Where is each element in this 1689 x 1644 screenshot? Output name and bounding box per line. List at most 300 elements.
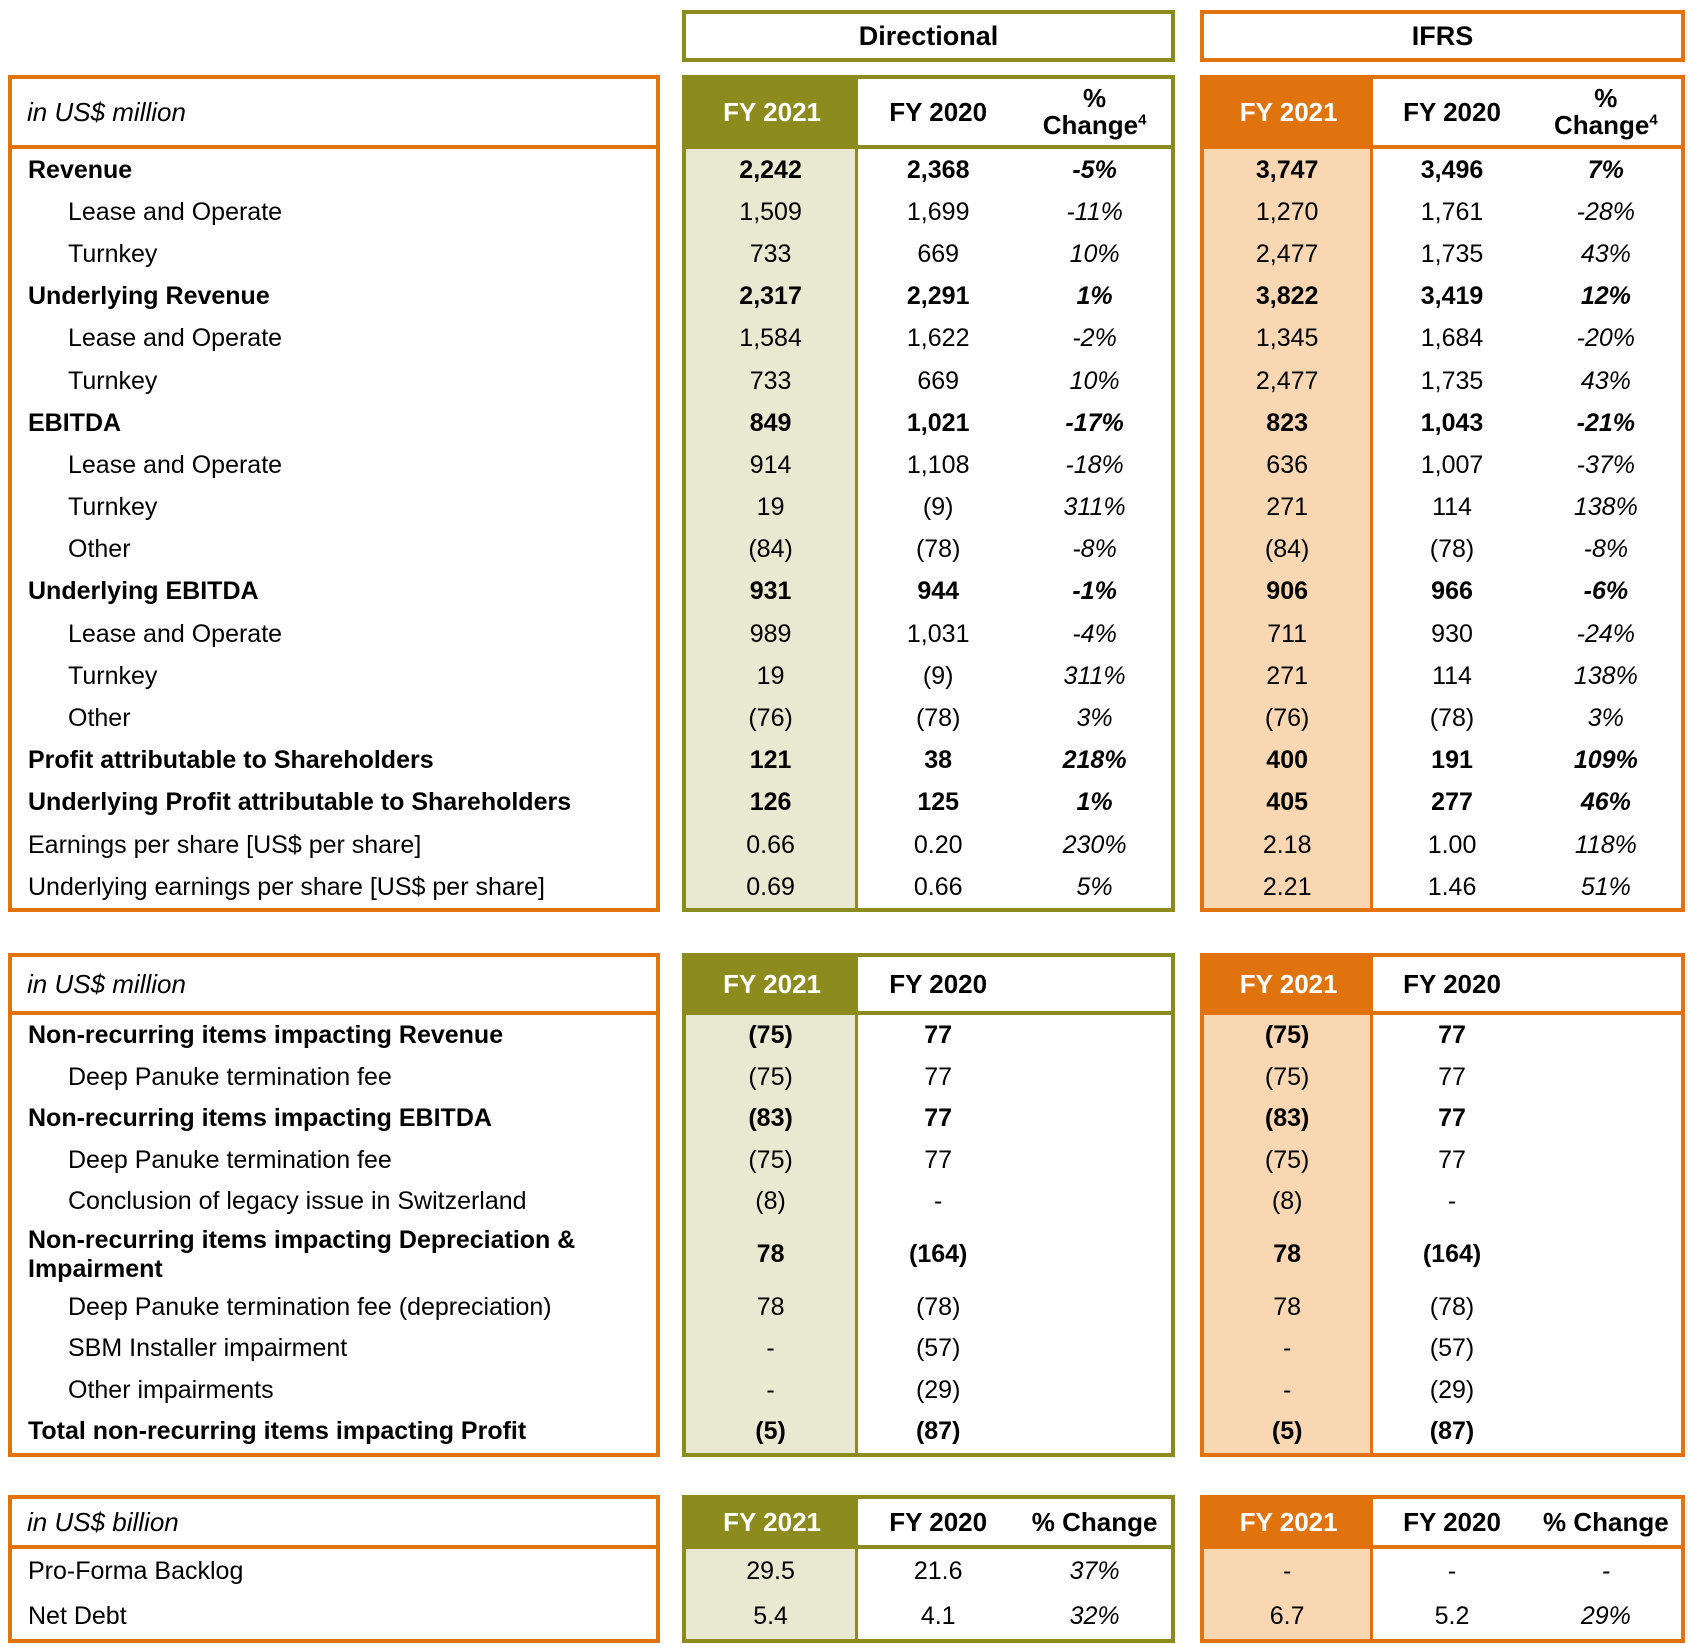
- fy2021-value: 914: [686, 444, 858, 486]
- row-label-text: Net Debt: [28, 1602, 127, 1630]
- pct-change-value: 5%: [1076, 872, 1113, 901]
- fy2021-value: 733: [686, 233, 858, 275]
- table-row-label: [12, 191, 656, 233]
- fy2021-value: (5): [1204, 1411, 1373, 1453]
- row-label-text: Turnkey: [68, 239, 158, 268]
- pct-change-value: 218%: [1062, 746, 1127, 775]
- fy2021-header: [1204, 957, 1373, 1011]
- fy2020-value: (78): [1429, 535, 1475, 564]
- pct-change-value: -17%: [1065, 408, 1124, 437]
- pct-change-value: [1018, 1098, 1171, 1140]
- fy2020-value: (78): [1429, 704, 1475, 733]
- pct-change-value: [1531, 1287, 1681, 1329]
- fy2021-value: 121: [686, 740, 858, 782]
- fy2021-value: 405: [1204, 782, 1373, 824]
- ifrs-data-block-table3: [1200, 1495, 1685, 1643]
- row-label-text: Non-recurring items impacting Depreciation & Impairment: [28, 1225, 576, 1283]
- fy2020-value: 669: [917, 239, 960, 268]
- fy2020-value: 3,496: [1420, 155, 1484, 184]
- fy2021-value: 711: [1204, 613, 1373, 655]
- pct-change-value: [1018, 1181, 1171, 1223]
- footnote-marker: 4: [1649, 111, 1658, 129]
- fy2021-value: 78: [686, 1223, 858, 1287]
- fy2021-header: [1204, 1499, 1373, 1545]
- fy2020-value: 77: [924, 1104, 953, 1133]
- row-label-text: Lease and Operate: [68, 324, 283, 353]
- fy2021-value: 271: [1204, 655, 1373, 697]
- table-data-row: [1204, 402, 1681, 444]
- fy2020-value: 1,622: [906, 324, 970, 353]
- fy2020-header: [1373, 957, 1530, 1011]
- fy2020-header: [858, 79, 1018, 145]
- pct-change-value: [1531, 1411, 1681, 1453]
- pct-change-value: -6%: [1583, 577, 1629, 606]
- fy2021-value: (75): [686, 1015, 858, 1057]
- fy2020-value: -: [1447, 1557, 1457, 1585]
- table-data-row: [686, 824, 1171, 866]
- fy2021-value: -: [1204, 1549, 1373, 1594]
- row-label-text: Non-recurring items impacting EBITDA: [28, 1104, 492, 1133]
- fy2021-value: -: [686, 1328, 858, 1370]
- fy2020-header-text: FY 2020: [889, 96, 988, 127]
- fy2021-value: 2.21: [1204, 866, 1373, 908]
- fy2021-value: 2,242: [686, 149, 858, 191]
- pct-change-value: 3%: [1587, 704, 1624, 733]
- fy2021-value: 0.66: [686, 824, 858, 866]
- table-row-label: [12, 1370, 656, 1412]
- fy2020-header-text: FY 2020: [889, 1506, 988, 1537]
- row-label-text: Underlying earnings per share [US$ per share]: [28, 872, 545, 901]
- table1-label-column: [8, 75, 660, 912]
- fy2021-header-text: FY 2021: [723, 96, 821, 127]
- table-data-row: [686, 1549, 1171, 1594]
- fy2020-value: 77: [924, 1021, 953, 1050]
- pct-change-header: [1531, 957, 1681, 1011]
- table-row-label: [12, 1287, 656, 1329]
- pct-change-value: [1018, 1140, 1171, 1182]
- fy2020-value: 125: [917, 788, 960, 817]
- fy2020-value: 77: [1438, 1145, 1466, 1174]
- fy2020-value: (87): [915, 1417, 961, 1446]
- pct-change-value: [1531, 1098, 1681, 1140]
- directional-group-header: [682, 10, 1175, 62]
- table-row-label: [12, 1594, 656, 1639]
- fy2021-value: -: [686, 1370, 858, 1412]
- table-data-row: [686, 233, 1171, 275]
- column-header-row: [1204, 79, 1681, 149]
- fy2021-value: 78: [1204, 1287, 1373, 1329]
- table2-label-column: [8, 953, 660, 1457]
- table-row-label: [12, 824, 656, 866]
- table-data-row: [686, 318, 1171, 360]
- table-data-row: [686, 1223, 1171, 1287]
- table-row-label: [12, 444, 656, 486]
- table-row-label: [12, 1411, 656, 1453]
- fy2020-header-text: FY 2020: [1403, 1506, 1501, 1537]
- column-header-row: [686, 957, 1171, 1015]
- fy2020-value: 1,031: [906, 619, 970, 648]
- fy2021-header-text: FY 2021: [723, 1506, 821, 1537]
- table-data-row: [1204, 1057, 1681, 1099]
- row-label-text: Total non-recurring items impacting Profit: [28, 1417, 527, 1446]
- fy2021-value: (75): [1204, 1057, 1373, 1099]
- fy2021-value: 6.7: [1204, 1594, 1373, 1639]
- table-data-row: [1204, 360, 1681, 402]
- row-label-text: SBM Installer impairment: [68, 1334, 348, 1363]
- table-data-row: [1204, 613, 1681, 655]
- fy2021-value: (76): [1204, 697, 1373, 739]
- fy2021-value: 1,270: [1204, 191, 1373, 233]
- fy2021-value: 5.4: [686, 1594, 858, 1639]
- ifrs-data-block-table1: [1200, 75, 1685, 912]
- table-row-label: [12, 318, 656, 360]
- pct-change-value: 10%: [1069, 239, 1120, 268]
- pct-change-word-line: Change$^4$: [1554, 110, 1658, 140]
- table-data-row: [686, 402, 1171, 444]
- fy2020-value: 669: [917, 366, 960, 395]
- table-row-label: [12, 487, 656, 529]
- pct-change-value: 118%: [1574, 830, 1637, 859]
- row-label-text: Deep Panuke termination fee: [68, 1062, 392, 1091]
- pct-change-value: 29%: [1580, 1602, 1631, 1630]
- row-label-text: Other impairments: [68, 1375, 274, 1404]
- fy2020-value: 114: [1432, 661, 1472, 690]
- fy2020-value: 191: [1431, 746, 1473, 775]
- unit-label: in US$ million: [27, 96, 186, 127]
- row-label-text: Non-recurring items impacting Revenue: [28, 1021, 504, 1050]
- row-label-text: Turnkey: [68, 661, 158, 690]
- fy2020-value: 1,761: [1420, 197, 1484, 226]
- row-label-text: Pro-Forma Backlog: [28, 1557, 244, 1585]
- table-data-row: [1204, 740, 1681, 782]
- table-row-label: [12, 1549, 656, 1594]
- pct-change-value: 3%: [1076, 704, 1113, 733]
- table-data-row: [686, 697, 1171, 739]
- fy2020-value: 38: [924, 746, 953, 775]
- fy2021-value: (8): [686, 1181, 858, 1223]
- fy2020-value: 930: [1431, 619, 1473, 648]
- fy2021-value: (75): [686, 1140, 858, 1182]
- fy2021-value: 989: [686, 613, 858, 655]
- fy2021-value: (84): [686, 529, 858, 571]
- fy2021-value: 1,509: [686, 191, 858, 233]
- pct-change-header: [1531, 1499, 1681, 1545]
- table-row-label: [12, 1098, 656, 1140]
- fy2020-value: 1,735: [1420, 239, 1484, 268]
- pct-change-value: 1%: [1076, 788, 1113, 817]
- fy2021-value: 2.18: [1204, 824, 1373, 866]
- fy2021-value: (83): [1204, 1098, 1373, 1140]
- fy2021-value: 2,317: [686, 276, 858, 318]
- table-row-label: [12, 782, 656, 824]
- pct-change-value: 138%: [1573, 661, 1638, 690]
- table-data-row: [686, 1594, 1171, 1639]
- ifrs-data-block-table2: [1200, 953, 1685, 1457]
- table-data-row: [1204, 318, 1681, 360]
- fy2021-value: 733: [686, 360, 858, 402]
- fy2020-value: (9): [922, 493, 954, 522]
- table-row-label: [12, 1223, 656, 1287]
- fy2021-value: (75): [686, 1057, 858, 1099]
- fy2020-header: [858, 957, 1018, 1011]
- fy2021-header: [1204, 79, 1373, 145]
- row-label-text: Profit attributable to Shareholders: [28, 746, 434, 775]
- fy2021-value: 3,822: [1204, 276, 1373, 318]
- fy2020-value: 1.46: [1427, 872, 1477, 901]
- fy2020-header: [1373, 1499, 1530, 1545]
- row-label-text: Revenue: [28, 155, 133, 184]
- fy2020-value: (78): [915, 535, 961, 564]
- pct-change-value: -8%: [1583, 535, 1629, 564]
- row-label-text: Deep Panuke termination fee (depreciation): [68, 1292, 552, 1321]
- fy2021-value: 906: [1204, 571, 1373, 613]
- directional-group-title: Directional: [858, 20, 999, 51]
- unit-label-row: [12, 1499, 656, 1549]
- pct-change-value: 37%: [1069, 1557, 1120, 1585]
- table-row-label: [12, 276, 656, 318]
- table-data-row: [1204, 1370, 1681, 1412]
- table-data-row: [686, 529, 1171, 571]
- fy2020-value: 1,684: [1420, 324, 1484, 353]
- pct-change-value: 51%: [1580, 872, 1631, 901]
- table-data-row: [686, 655, 1171, 697]
- fy2020-value: 21.6: [913, 1557, 963, 1585]
- table-data-row: [1204, 866, 1681, 908]
- fy2021-value: 3,747: [1204, 149, 1373, 191]
- table-data-row: [686, 1411, 1171, 1453]
- pct-sign-line: %: [1083, 82, 1107, 113]
- fy2021-value: 271: [1204, 487, 1373, 529]
- column-header-row: [686, 79, 1171, 149]
- unit-label-row: [12, 79, 656, 149]
- fy2021-value: 0.69: [686, 866, 858, 908]
- fy2021-header-text: FY 2021: [1239, 1506, 1338, 1537]
- table-data-row: [1204, 276, 1681, 318]
- fy2021-value: 1,345: [1204, 318, 1373, 360]
- table-data-row: [686, 1140, 1171, 1182]
- table-row-label: [12, 360, 656, 402]
- table-data-row: [686, 444, 1171, 486]
- fy2021-value: 19: [686, 487, 858, 529]
- fy2021-value: 1,584: [686, 318, 858, 360]
- table-data-row: [686, 360, 1171, 402]
- pct-change-value: 311%: [1063, 493, 1126, 522]
- table-data-row: [1204, 1328, 1681, 1370]
- table-data-row: [1204, 149, 1681, 191]
- fy2020-value: 3,419: [1420, 282, 1484, 311]
- pct-change-value: 43%: [1580, 239, 1631, 268]
- table-row-label: [12, 402, 656, 444]
- pct-change-value: [1531, 1015, 1681, 1057]
- pct-change-header-text: % Change: [1031, 1506, 1158, 1537]
- fy2020-value: (78): [915, 1292, 961, 1321]
- fy2020-value: 1.00: [1427, 830, 1477, 859]
- table-row-label: [12, 529, 656, 571]
- row-label-text: Underlying EBITDA: [28, 577, 259, 606]
- table-data-row: [1204, 782, 1681, 824]
- table-row-label: [12, 613, 656, 655]
- fy2020-value: 1,043: [1420, 408, 1484, 437]
- table-data-row: [1204, 655, 1681, 697]
- table-data-row: [1204, 824, 1681, 866]
- fy2020-value: 4.1: [920, 1602, 956, 1630]
- pct-change-value: 12%: [1580, 282, 1631, 311]
- row-label-text: Lease and Operate: [68, 450, 283, 479]
- fy2020-value: 1,735: [1420, 366, 1484, 395]
- pct-change-header: [1018, 79, 1171, 145]
- table-data-row: [686, 276, 1171, 318]
- pct-change-value: 311%: [1063, 661, 1126, 690]
- fy2021-value: 78: [686, 1287, 858, 1329]
- unit-label: in US$ million: [27, 968, 186, 999]
- pct-change-header-text: [1554, 82, 1658, 140]
- row-label-text: Lease and Operate: [68, 197, 283, 226]
- fy2020-value: (164): [909, 1240, 968, 1268]
- fy2020-value: (78): [1429, 1292, 1475, 1321]
- fy2020-value: 0.66: [913, 872, 963, 901]
- table-data-row: [686, 487, 1171, 529]
- table-data-row: [1204, 1549, 1681, 1594]
- fy2021-value: (75): [1204, 1015, 1373, 1057]
- table-data-row: [686, 1181, 1171, 1223]
- pct-change-value: 1%: [1076, 282, 1113, 311]
- pct-change-value: -20%: [1576, 324, 1636, 353]
- fy2021-value: 400: [1204, 740, 1373, 782]
- pct-sign-line: %: [1594, 82, 1618, 113]
- unit-label-row: [12, 957, 656, 1015]
- pct-change-value: -28%: [1576, 197, 1636, 226]
- pct-change-value: [1018, 1411, 1171, 1453]
- table-row-label: [12, 1181, 656, 1223]
- table-data-row: [1204, 487, 1681, 529]
- fy2020-value: (87): [1429, 1417, 1475, 1446]
- pct-change-header: [1018, 957, 1171, 1011]
- table-data-row: [1204, 697, 1681, 739]
- footnote-marker: 4: [1138, 111, 1147, 129]
- fy2020-value: (164): [1422, 1240, 1482, 1268]
- pct-change-value: -8%: [1072, 535, 1117, 564]
- pct-change-value: -18%: [1065, 450, 1124, 479]
- table-row-label: [12, 866, 656, 908]
- fy2021-value: 849: [686, 402, 858, 444]
- fy2020-value: -: [1447, 1187, 1457, 1216]
- table-data-row: [686, 782, 1171, 824]
- table-data-row: [1204, 1411, 1681, 1453]
- column-header-row: [686, 1499, 1171, 1549]
- fy2020-value: 77: [924, 1062, 953, 1091]
- pct-change-value: [1018, 1370, 1171, 1412]
- fy2021-value: 29.5: [686, 1549, 858, 1594]
- fy2020-value: 5.2: [1434, 1602, 1470, 1630]
- pct-change-value: [1018, 1057, 1171, 1099]
- row-label-text: Other: [68, 535, 131, 564]
- table-data-row: [1204, 1015, 1681, 1057]
- row-label-text: Conclusion of legacy issue in Switzerland: [68, 1187, 527, 1216]
- pct-change-value: -1%: [1072, 577, 1117, 606]
- table-row-label: [12, 1015, 656, 1057]
- pct-change-value: 43%: [1580, 366, 1631, 395]
- fy2021-header-text: FY 2021: [1239, 968, 1338, 999]
- table-data-row: [1204, 1140, 1681, 1182]
- pct-change-value: [1531, 1370, 1681, 1412]
- fy2020-value: 277: [1431, 788, 1473, 817]
- pct-change-value: 10%: [1069, 366, 1120, 395]
- fy2020-value: 1,021: [906, 408, 970, 437]
- pct-change-value: [1531, 1057, 1681, 1099]
- unit-label: in US$ billion: [27, 1506, 179, 1537]
- pct-change-header-text: [1042, 82, 1147, 140]
- fy2021-header-text: FY 2021: [723, 968, 821, 999]
- ifrs-group-header: [1200, 10, 1685, 62]
- row-label-text: EBITDA: [28, 408, 122, 437]
- table-data-row: [1204, 1287, 1681, 1329]
- table-data-row: [686, 1370, 1171, 1412]
- table-data-row: [686, 191, 1171, 233]
- table-data-row: [686, 571, 1171, 613]
- table-row-label: [12, 149, 656, 191]
- pct-change-value: -5%: [1072, 155, 1117, 184]
- table-data-row: [1204, 444, 1681, 486]
- fy2020-value: (29): [1429, 1375, 1475, 1404]
- fy2020-value: 966: [1431, 577, 1473, 606]
- fy2020-value: 77: [1438, 1062, 1466, 1091]
- row-label-text: Earnings per share [US$ per share]: [28, 830, 422, 859]
- table-row-label: [12, 1057, 656, 1099]
- pct-change-value: 109%: [1573, 746, 1638, 775]
- pct-change-value: [1018, 1287, 1171, 1329]
- fy2021-value: 636: [1204, 444, 1373, 486]
- row-label-text: Turnkey: [68, 366, 158, 395]
- table-row-label: [12, 697, 656, 739]
- fy2021-header: [686, 79, 858, 145]
- table-data-row: [1204, 529, 1681, 571]
- pct-change-value: 230%: [1062, 830, 1127, 859]
- pct-change-value: [1018, 1015, 1171, 1057]
- table-row-label: [12, 1140, 656, 1182]
- table-data-row: [1204, 571, 1681, 613]
- table-data-row: [686, 1328, 1171, 1370]
- table-row-label: [12, 571, 656, 613]
- table-row-label: [12, 655, 656, 697]
- fy2021-value: (5): [686, 1411, 858, 1453]
- pct-change-value: [1018, 1328, 1171, 1370]
- ifrs-group-title: IFRS: [1411, 20, 1474, 51]
- fy2020-value: 77: [1438, 1021, 1466, 1050]
- fy2020-value: (78): [915, 704, 961, 733]
- table-data-row: [686, 866, 1171, 908]
- fy2020-value: (57): [1429, 1334, 1475, 1363]
- row-label-text: Lease and Operate: [68, 619, 283, 648]
- pct-change-value: -2%: [1072, 324, 1117, 353]
- row-label-text: Turnkey: [68, 493, 158, 522]
- fy2021-value: 126: [686, 782, 858, 824]
- table3-label-column: [8, 1495, 660, 1643]
- fy2020-value: 1,007: [1420, 450, 1484, 479]
- fy2020-value: 1,699: [906, 197, 970, 226]
- fy2021-header: [686, 1499, 858, 1545]
- fy2020-value: 944: [917, 577, 960, 606]
- table-data-row: [1204, 233, 1681, 275]
- fy2020-value: (9): [922, 661, 954, 690]
- pct-change-header: [1531, 79, 1681, 145]
- pct-change-value: -4%: [1072, 619, 1117, 648]
- fy2021-value: (84): [1204, 529, 1373, 571]
- fy2020-value: 1,108: [906, 450, 970, 479]
- directional-data-block-table3: [682, 1495, 1175, 1643]
- table-data-row: [686, 740, 1171, 782]
- pct-change-header: [1018, 1499, 1171, 1545]
- pct-change-value: 7%: [1587, 155, 1624, 184]
